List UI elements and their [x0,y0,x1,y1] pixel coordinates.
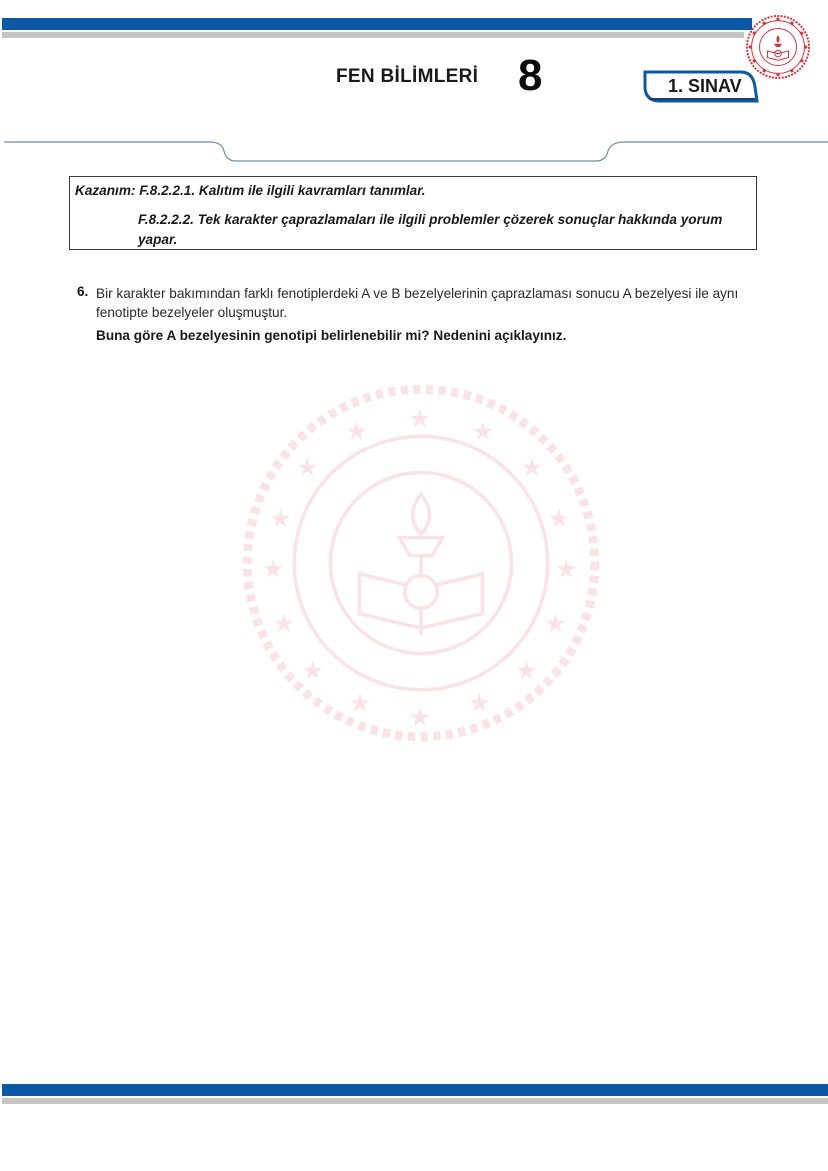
question-text: Bir karakter bakımından farklı fenotiplerdeki A ve B bezelyelerinin çaprazlaması sonucu A bezelyesi ile aynı fenotipte bezelyeler oluşmuştur. [96,286,739,320]
question-number: 6. [77,284,89,299]
kazanim-box [69,176,757,250]
svg-text:★: ★ [408,403,432,434]
kazanim-line-1: Kazanım: F.8.2.2.1. Kalıtım ile ilgili kavramları tanımlar. [75,183,426,198]
svg-text:★: ★ [515,654,538,685]
question-prompt: Buna göre A bezelyesinin genotipi belirlenebilir mi? Nedenini açıklayınız. [96,328,567,343]
footer-gray-stripe [2,1098,828,1104]
svg-text:★: ★ [547,502,571,533]
svg-text:★: ★ [554,553,578,584]
svg-text:★: ★ [261,553,285,584]
svg-text:★: ★ [544,607,567,638]
grade-number: 8 [518,51,543,100]
meb-seal-watermark-icon [240,382,602,744]
kazanim-line-2: F.8.2.2.2. Tek karakter çaprazlamaları ile ilgili problemler çözerek sonuçlar hakkında yorum yapar. [138,212,723,247]
subject-title: FEN BİLİMLERİ [336,66,479,87]
svg-text:★: ★ [272,607,296,638]
header-blue-stripe [2,18,752,30]
footer-blue-stripe [2,1084,828,1096]
header-divider [0,135,828,167]
svg-text:★: ★ [520,452,544,483]
svg-text:★: ★ [408,701,432,732]
svg-text:★: ★ [348,687,372,718]
header-gray-stripe [2,32,744,38]
svg-text:★: ★ [471,415,495,446]
svg-text:★: ★ [468,687,491,718]
svg-text:★: ★ [344,415,368,446]
svg-text:★: ★ [268,502,292,533]
exam-label: 1. SINAV [668,76,742,96]
svg-text:★: ★ [296,452,319,483]
svg-text:★: ★ [301,654,325,685]
